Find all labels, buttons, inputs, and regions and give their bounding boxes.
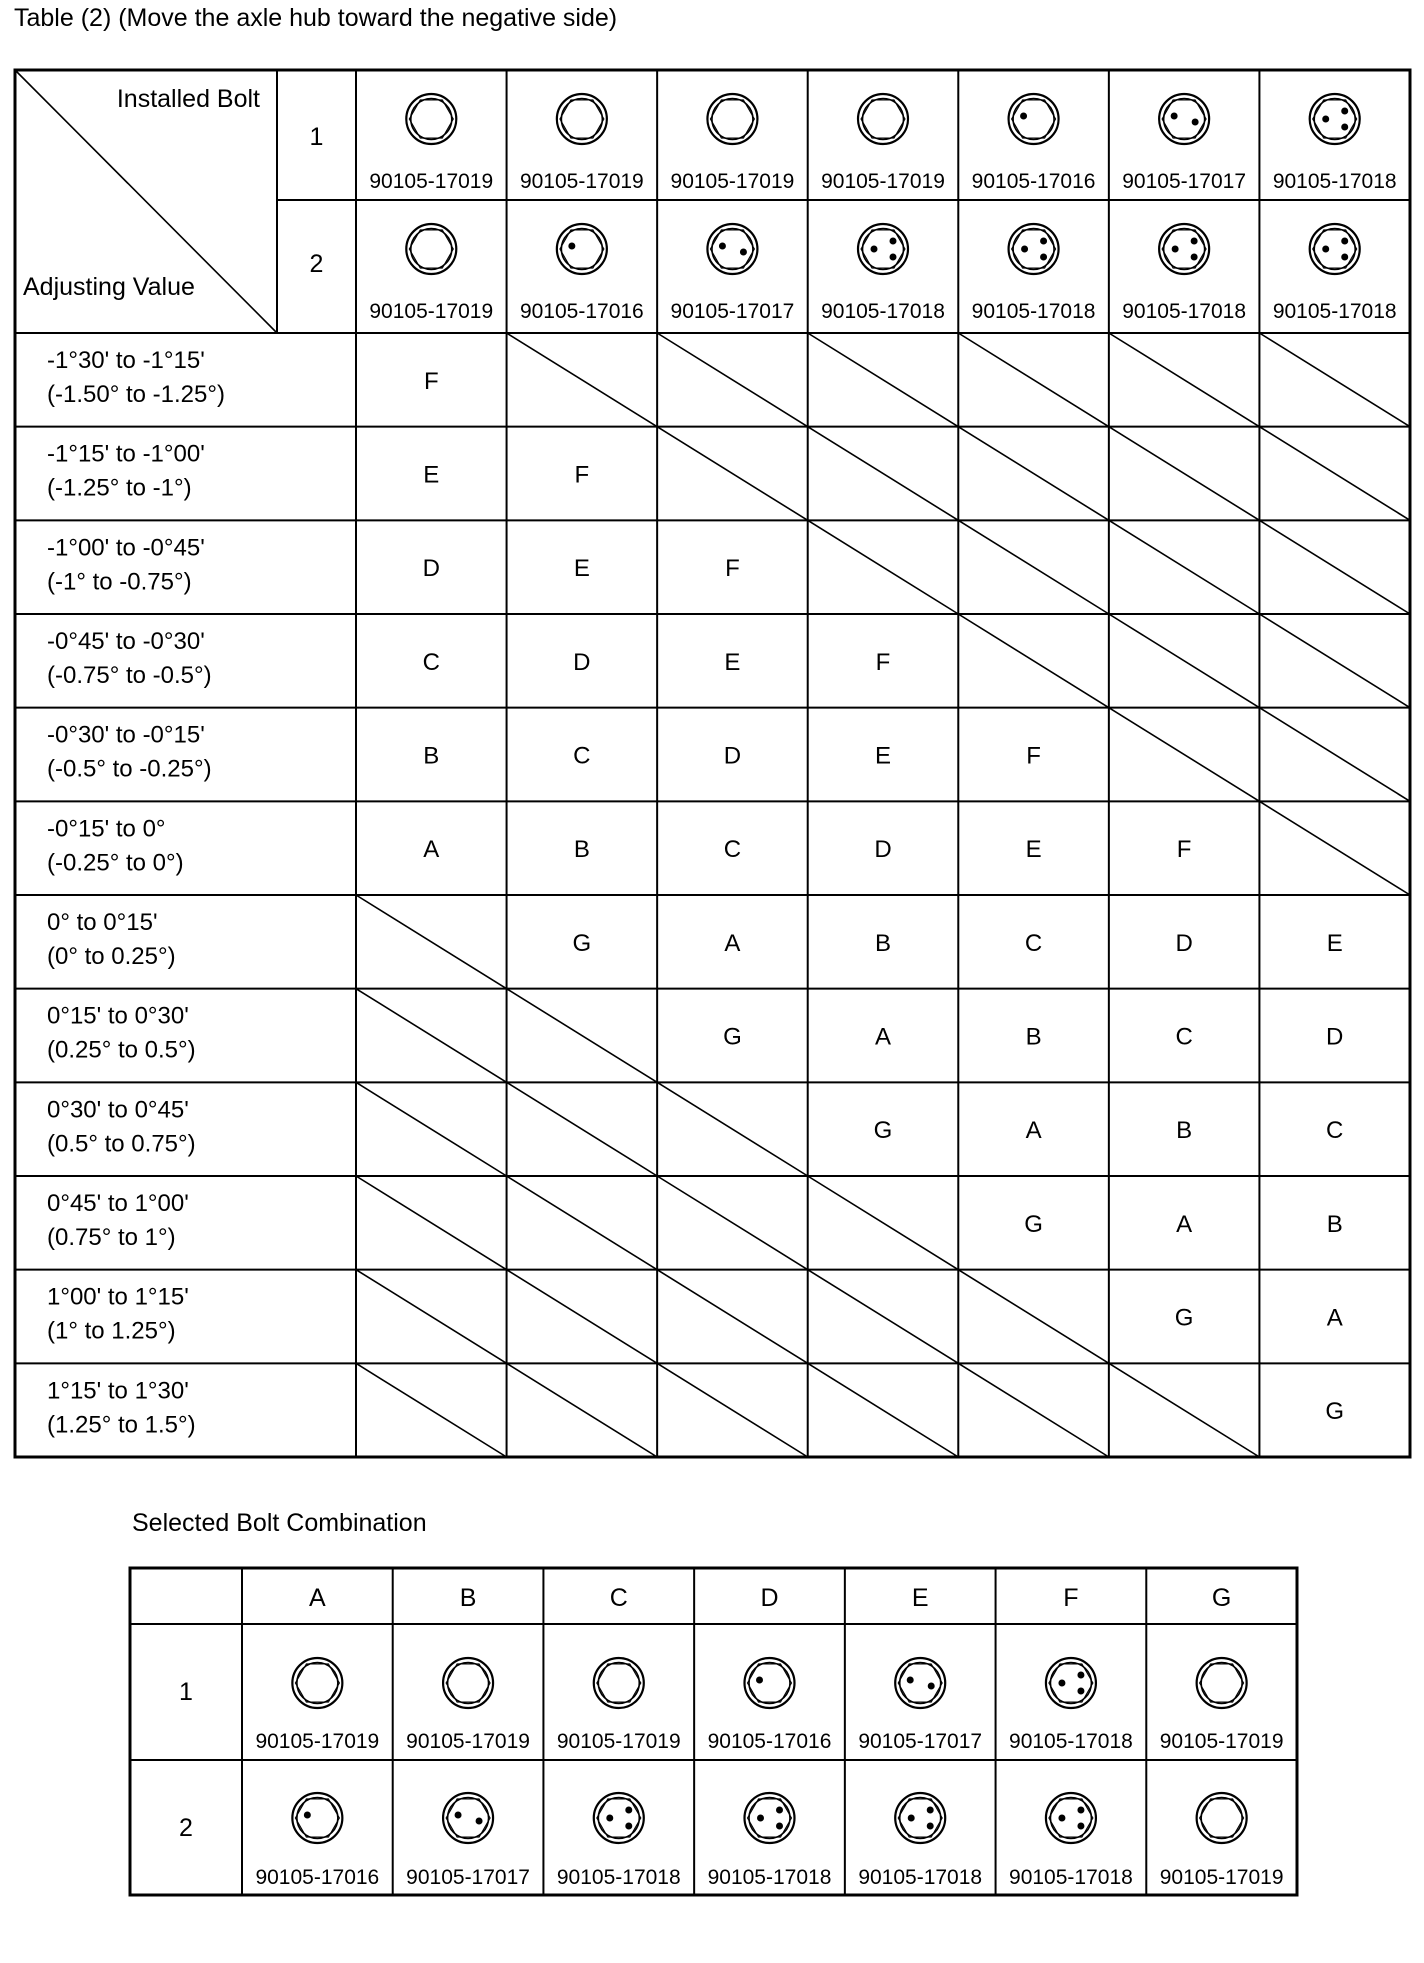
part-number: 90105-17019 [670, 170, 795, 193]
combination-code: E [1025, 836, 1042, 864]
bolt-outer-circle [594, 1793, 644, 1843]
combination-column-header: D [760, 1584, 779, 1612]
bolt-row-number: 2 [309, 250, 324, 278]
not-applicable-diagonal [507, 1176, 658, 1270]
combination-code: A [1176, 1210, 1193, 1238]
part-number: 90105-17017 [1122, 170, 1247, 193]
bolt-dot-mark [568, 243, 575, 250]
combination-code: C [723, 836, 742, 864]
combination-code: B [423, 742, 440, 770]
part-number: 90105-17019 [821, 170, 945, 193]
bolt-dot-mark [606, 1815, 613, 1822]
not-applicable-diagonal [1109, 333, 1260, 427]
bolt-dot-mark [1020, 113, 1027, 120]
bolt-dot-mark [1322, 246, 1329, 253]
bolt-dot-mark [1171, 113, 1178, 120]
bolt-outer-circle [292, 1658, 342, 1708]
combination-column-header: A [309, 1584, 326, 1612]
bolt-row-number: 2 [179, 1814, 193, 1842]
combination-column-header: C [609, 1584, 628, 1612]
bolt-icon [707, 94, 757, 144]
combination-code: D [573, 648, 591, 676]
bolt-dot-mark [1040, 238, 1047, 245]
bolt-icon [1159, 224, 1209, 274]
not-applicable-diagonal [1109, 1363, 1260, 1457]
not-applicable-diagonal [958, 520, 1109, 614]
bolt-dot-mark [1077, 1672, 1084, 1679]
part-number: 90105-17017 [406, 1866, 530, 1889]
combination-code: F [1176, 836, 1192, 864]
bolt-outer-circle [406, 94, 456, 144]
not-applicable-diagonal [507, 1082, 658, 1176]
bolt-icon [1046, 1793, 1096, 1843]
not-applicable-diagonal [356, 1082, 507, 1176]
combination-code: C [573, 742, 591, 770]
combination-code: B [874, 929, 892, 957]
not-applicable-diagonal [657, 1363, 808, 1457]
part-number: 90105-17019 [369, 300, 494, 323]
combination-code: E [423, 461, 440, 489]
combination-code: G [873, 1117, 893, 1145]
not-applicable-diagonal [657, 427, 808, 521]
part-number: 90105-17017 [670, 300, 795, 323]
part-number: 90105-17018 [1009, 1730, 1133, 1753]
bolt-dot-mark [1322, 116, 1329, 123]
adjusting-range: 1°00' to 1°15' [47, 1283, 189, 1311]
bolt-icon [745, 1658, 795, 1708]
bolt-icon [594, 1793, 644, 1843]
not-applicable-diagonal [808, 1176, 959, 1270]
bolt-dot-mark [756, 1677, 763, 1684]
bolt-icon [1197, 1793, 1247, 1843]
combination-code: A [1025, 1117, 1042, 1145]
not-applicable-diagonal [1109, 614, 1260, 708]
bolt-outer-circle [1009, 224, 1059, 274]
bolt-dot-mark [740, 249, 747, 256]
combination-code: A [1326, 1304, 1343, 1332]
adjusting-range: 1°15' to 1°30' [47, 1377, 189, 1405]
part-number: 90105-17018 [858, 1866, 983, 1889]
adjusting-range-degrees: (-0.25° to 0°) [47, 849, 184, 877]
combination-code: E [1326, 929, 1343, 957]
combination-code: A [724, 929, 741, 957]
adjusting-range: 0°15' to 0°30' [47, 1002, 189, 1030]
combination-code: G [572, 929, 592, 957]
combination-code: C [1175, 1023, 1193, 1051]
combination-code: A [874, 1023, 892, 1051]
not-applicable-diagonal [1259, 427, 1410, 521]
bolt-dot-mark [1341, 124, 1348, 131]
part-number: 90105-17018 [707, 1866, 832, 1889]
bolt-outer-circle [895, 1658, 945, 1708]
bolt-dot-mark [927, 1823, 934, 1830]
bolt-icon [1009, 224, 1059, 274]
bolt-icon [406, 94, 456, 144]
part-number: 90105-17019 [1159, 1730, 1284, 1753]
bolt-icon [1009, 94, 1059, 144]
not-applicable-diagonal [1259, 801, 1410, 895]
bolt-outer-circle [707, 94, 757, 144]
bolt-outer-circle [1197, 1658, 1247, 1708]
adjusting-range-degrees: (-0.75° to -0.5°) [47, 662, 212, 689]
part-number: 90105-17018 [971, 300, 1096, 323]
bolt-icon [895, 1793, 945, 1843]
not-applicable-diagonal [657, 1270, 808, 1364]
bolt-dot-mark [871, 246, 878, 253]
bolt-outer-circle [1197, 1793, 1247, 1843]
adjusting-range-degrees: (0.25° to 0.5°) [47, 1036, 196, 1064]
bolt-dot-mark [476, 1818, 483, 1825]
not-applicable-diagonal [356, 895, 507, 989]
combination-code: D [723, 742, 742, 770]
bolt-dot-mark [776, 1807, 783, 1814]
installed-bolt-label: Installed Bolt [116, 85, 260, 113]
combination-code: G [1174, 1304, 1194, 1332]
bolt-icon [1159, 94, 1209, 144]
not-applicable-diagonal [507, 1270, 658, 1364]
bolt-outer-circle [1046, 1793, 1096, 1843]
part-number: 90105-17018 [1122, 300, 1247, 323]
page-title: Table (2) (Move the axle hub toward the negative side) [14, 4, 618, 32]
table1-border [15, 70, 1410, 1457]
bolt-outer-circle [557, 224, 607, 274]
bolt-dot-mark [907, 1677, 914, 1684]
not-applicable-diagonal [1259, 520, 1410, 614]
selected-bolt-combination-title: Selected Bolt Combination [132, 1509, 427, 1537]
bolt-icon [1197, 1658, 1247, 1708]
bolt-dot-mark [928, 1683, 935, 1690]
bolt-row-number: 1 [309, 123, 324, 151]
adjusting-range-degrees: (0° to 0.25°) [47, 943, 176, 970]
bolt-dot-mark [1191, 238, 1198, 245]
bolt-dot-mark [1341, 108, 1348, 115]
bolt-outer-circle [1310, 224, 1360, 274]
adjusting-range: -0°30' to -0°15' [47, 721, 205, 749]
adjusting-range: -0°45' to -0°30' [47, 628, 205, 655]
bolt-dot-mark [1172, 246, 1179, 253]
part-number: 90105-17019 [255, 1730, 380, 1753]
bolt-outer-circle [895, 1793, 945, 1843]
not-applicable-diagonal [808, 520, 959, 614]
part-number: 90105-17016 [255, 1866, 380, 1889]
combination-code: F [875, 648, 891, 676]
bolt-dot-mark [1341, 254, 1348, 261]
bolt-dot-mark [625, 1807, 632, 1814]
bolt-outer-circle [557, 94, 607, 144]
adjusting-range-degrees: (0.5° to 0.75°) [47, 1130, 196, 1158]
bolt-outer-circle [1046, 1658, 1096, 1708]
combination-code: E [573, 555, 590, 583]
adjusting-range: -1°30' to -1°15' [47, 347, 205, 374]
part-number: 90105-17018 [1272, 170, 1397, 193]
bolt-icon [1310, 224, 1360, 274]
part-number: 90105-17019 [369, 170, 494, 193]
combination-column-header: E [911, 1584, 929, 1612]
not-applicable-diagonal [356, 1270, 507, 1364]
combination-column-header: B [459, 1584, 477, 1612]
bolt-icon [557, 94, 607, 144]
not-applicable-diagonal [657, 1176, 808, 1270]
bolt-outer-circle [406, 224, 456, 274]
part-number: 90105-17019 [406, 1730, 530, 1753]
bolt-dot-mark [908, 1815, 915, 1822]
bolt-icon [292, 1793, 342, 1843]
bolt-icon [594, 1658, 644, 1708]
adjusting-range-degrees: (-0.5° to -0.25°) [47, 755, 212, 783]
bolt-dot-mark [1341, 238, 1348, 245]
combination-code: D [1326, 1023, 1344, 1051]
not-applicable-diagonal [657, 333, 808, 427]
not-applicable-diagonal [507, 333, 658, 427]
bolt-dot-mark [455, 1812, 462, 1819]
combination-code: F [725, 555, 740, 583]
adjusting-range: -1°00' to -0°45' [47, 534, 205, 562]
bolt-outer-circle [858, 94, 908, 144]
bolt-icon [858, 94, 908, 144]
bolt-dot-mark [304, 1812, 311, 1819]
not-applicable-diagonal [958, 1270, 1109, 1364]
combination-code: G [1024, 1210, 1043, 1238]
bolt-outer-circle [443, 1658, 493, 1708]
combination-code: C [422, 648, 440, 676]
not-applicable-diagonal [958, 333, 1109, 427]
bolt-dot-mark [890, 238, 897, 245]
bolt-icon [895, 1658, 945, 1708]
not-applicable-diagonal [507, 1363, 658, 1457]
bolt-icon [443, 1793, 493, 1843]
not-applicable-diagonal [808, 1270, 959, 1364]
not-applicable-diagonal [958, 614, 1109, 708]
combination-code: G [1325, 1398, 1345, 1426]
combination-code: D [874, 836, 892, 864]
bolt-outer-circle [594, 1658, 644, 1708]
adjusting-range: -0°15' to 0° [47, 815, 166, 843]
bolt-dot-mark [1058, 1680, 1065, 1687]
adjusting-range-degrees: (-1° to -0.75°) [47, 568, 192, 596]
bolt-outer-circle [1159, 224, 1209, 274]
part-number: 90105-17019 [1159, 1866, 1284, 1889]
combination-code: A [423, 836, 440, 864]
adjusting-range: -1°15' to -1°00' [47, 440, 205, 468]
bolt-icon [1046, 1658, 1096, 1708]
combination-code: B [1176, 1117, 1193, 1145]
combination-column-header: F [1063, 1584, 1079, 1612]
bolt-dot-mark [625, 1823, 632, 1830]
combination-code: F [1026, 742, 1041, 770]
combination-code: E [724, 648, 741, 676]
bolt-icon [707, 224, 757, 274]
not-applicable-diagonal [507, 989, 658, 1083]
bolt-outer-circle [292, 1793, 342, 1843]
not-applicable-diagonal [356, 1363, 507, 1457]
adjusting-range: 0°45' to 1°00' [47, 1190, 189, 1217]
bolt-outer-circle [1159, 94, 1209, 144]
part-number: 90105-17018 [556, 1866, 681, 1889]
not-applicable-diagonal [958, 1363, 1109, 1457]
not-applicable-diagonal [958, 427, 1109, 521]
not-applicable-diagonal [1109, 708, 1260, 802]
adjusting-range-degrees: (1.25° to 1.5°) [47, 1411, 196, 1439]
part-number: 90105-17017 [858, 1730, 983, 1753]
adjusting-range-degrees: (0.75° to 1°) [47, 1224, 176, 1251]
bolt-icon [443, 1658, 493, 1708]
part-number: 90105-17018 [1272, 300, 1397, 323]
bolt-dot-mark [1192, 119, 1199, 126]
bolt-dot-mark [1058, 1815, 1065, 1822]
adjusting-range-degrees: (-1.50° to -1.25°) [47, 381, 225, 408]
bolt-icon [292, 1658, 342, 1708]
adjusting-range-degrees: (1° to 1.25°) [47, 1317, 176, 1345]
bolt-dot-mark [1077, 1807, 1084, 1814]
not-applicable-diagonal [1259, 614, 1410, 708]
part-number: 90105-17016 [707, 1730, 832, 1753]
bolt-dot-mark [1040, 254, 1047, 261]
bolt-dot-mark [890, 254, 897, 261]
bolt-dot-mark [927, 1807, 934, 1814]
adjusting-value-label: Adjusting Value [23, 273, 195, 301]
combination-code: F [423, 367, 439, 395]
bolt-dot-mark [776, 1823, 783, 1830]
combination-code: G [723, 1023, 742, 1051]
not-applicable-diagonal [1259, 708, 1410, 802]
part-number: 90105-17018 [1009, 1866, 1133, 1889]
bolt-icon [406, 224, 456, 274]
not-applicable-diagonal [356, 989, 507, 1083]
bolt-row-number: 1 [179, 1678, 193, 1706]
bolt-dot-mark [1077, 1823, 1084, 1830]
part-number: 90105-17016 [519, 300, 644, 323]
combination-code: E [874, 742, 892, 770]
bolt-icon [1310, 94, 1360, 144]
combination-code: D [422, 555, 440, 583]
bolt-dot-mark [1191, 254, 1198, 261]
bolt-dot-mark [1077, 1688, 1084, 1695]
bolt-icon [858, 224, 908, 274]
bolt-dot-mark [1021, 246, 1028, 253]
bolt-outer-circle [443, 1793, 493, 1843]
bolt-dot-mark [757, 1815, 764, 1822]
not-applicable-diagonal [808, 333, 959, 427]
not-applicable-diagonal [1259, 333, 1410, 427]
bolt-outer-circle [858, 224, 908, 274]
not-applicable-diagonal [1109, 427, 1260, 521]
combination-code: C [1024, 929, 1043, 957]
not-applicable-diagonal [808, 1363, 959, 1457]
part-number: 90105-17018 [821, 300, 945, 323]
combination-code: B [1326, 1210, 1343, 1238]
bolt-icon [745, 1793, 795, 1843]
combination-code: B [573, 836, 590, 864]
combination-code: D [1175, 929, 1193, 957]
bolt-outer-circle [745, 1793, 795, 1843]
adjusting-range: 0° to 0°15' [47, 909, 158, 936]
not-applicable-diagonal [1109, 520, 1260, 614]
not-applicable-diagonal [808, 427, 959, 521]
not-applicable-diagonal [657, 1082, 808, 1176]
part-number: 90105-17019 [519, 170, 644, 193]
part-number: 90105-17019 [556, 1730, 681, 1753]
combination-code: B [1025, 1023, 1042, 1051]
bolt-outer-circle [1310, 94, 1360, 144]
part-number: 90105-17016 [971, 170, 1096, 193]
combination-code: F [574, 461, 590, 489]
bolt-outer-circle [707, 224, 757, 274]
combination-code: C [1326, 1117, 1344, 1145]
bolt-outer-circle [745, 1658, 795, 1708]
adjusting-range-degrees: (-1.25° to -1°) [47, 474, 192, 502]
not-applicable-diagonal [356, 1176, 507, 1270]
combination-column-header: G [1211, 1584, 1232, 1612]
bolt-icon [557, 224, 607, 274]
bolt-dot-mark [719, 243, 726, 250]
adjusting-range: 0°30' to 0°45' [47, 1096, 189, 1124]
bolt-outer-circle [1009, 94, 1059, 144]
